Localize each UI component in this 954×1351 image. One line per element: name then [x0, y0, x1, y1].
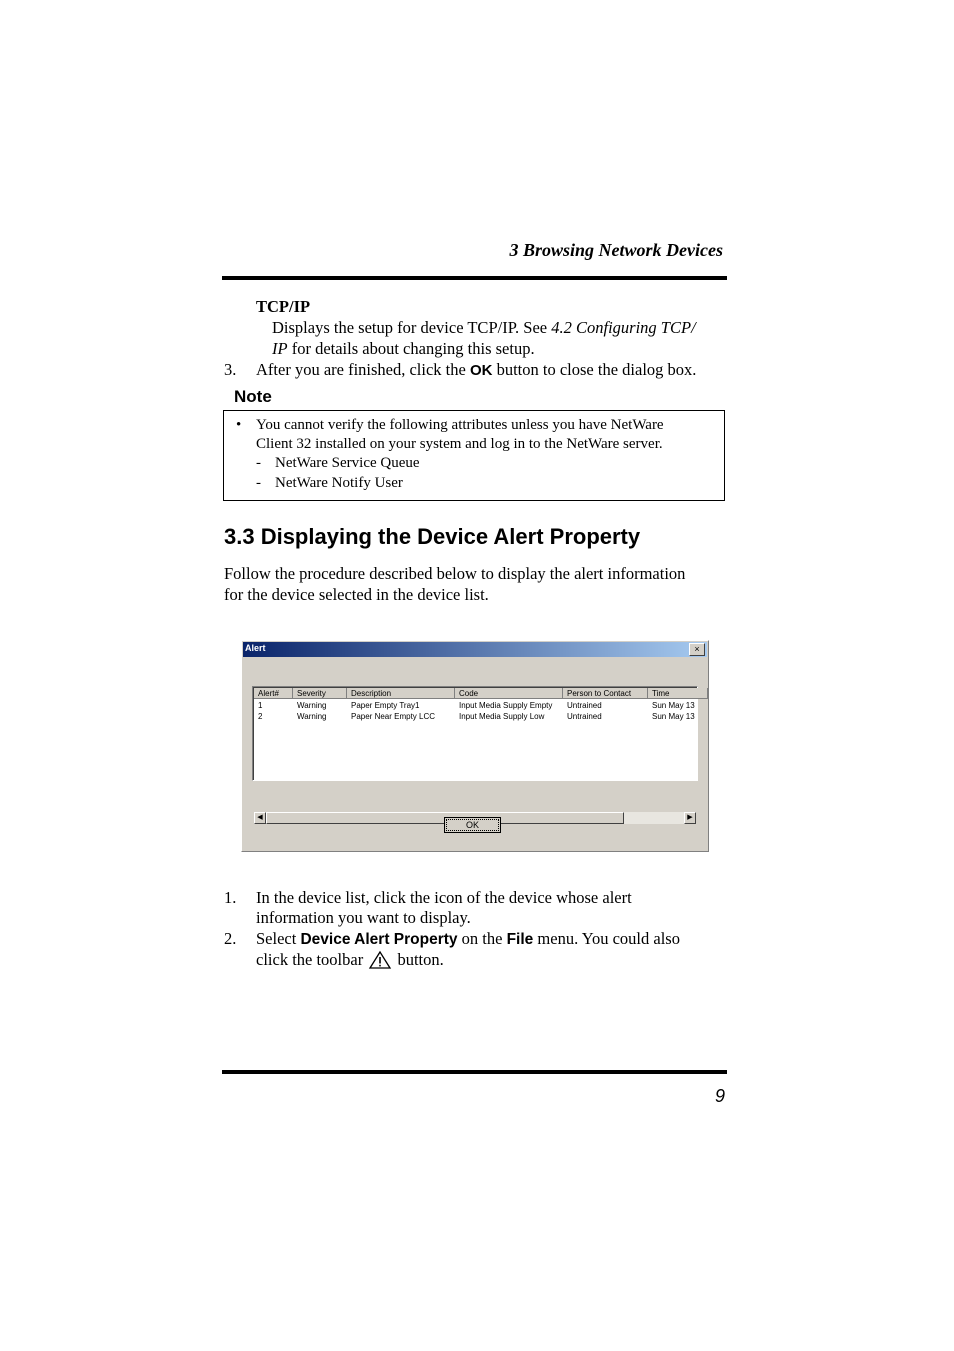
column-header-alert-number[interactable]: Alert#: [254, 688, 293, 699]
running-header: 3 Browsing Network Devices: [509, 240, 723, 260]
step1-number: 1.: [224, 888, 237, 907]
step3-number: 3.: [224, 360, 237, 379]
tcpip-xref-link-cont[interactable]: IP: [272, 339, 288, 358]
note-item: NetWare Service Queue: [275, 455, 420, 471]
alert-dialog: [241, 640, 709, 852]
tcpip-heading: TCP/IP: [256, 297, 311, 316]
section-intro-line1: Follow the procedure described below to display the alert information: [224, 564, 686, 583]
step2-line2: [256, 949, 444, 970]
cell-alert-number: 2: [258, 712, 263, 721]
step2-text: click the toolbar: [256, 950, 368, 969]
column-header-description[interactable]: Description: [347, 688, 455, 699]
cell-severity: Warning: [297, 712, 327, 721]
cell-description: Paper Near Empty LCC: [351, 712, 436, 721]
ok-button[interactable]: [444, 817, 501, 833]
warning-triangle-icon: [369, 951, 391, 969]
chevron-left-icon: ◀: [257, 814, 263, 821]
step3-ok-label: OK: [469, 362, 493, 379]
page-number: 9: [714, 1086, 725, 1106]
tcpip-line2-text: for details about changing this setup.: [287, 339, 535, 358]
column-header-time[interactable]: Time: [648, 688, 708, 699]
section-intro-line2: for the device selected in the device list.: [224, 585, 489, 604]
close-icon: ×: [694, 644, 700, 654]
tcpip-line2: [272, 338, 535, 359]
step2-menu: File: [506, 931, 534, 948]
cell-code: Input Media Supply Low: [459, 712, 545, 721]
step3-text: [256, 359, 696, 381]
scroll-right-button[interactable]: [684, 812, 696, 824]
note-line1: You cannot verify the following attributes unless you have NetWare: [256, 417, 664, 433]
step2-text: menu. You could also: [533, 929, 680, 948]
step2-text: button.: [393, 950, 444, 969]
alert-list[interactable]: [252, 686, 698, 821]
table-row[interactable]: [253, 700, 697, 711]
cell-time: Sun May 13: [652, 701, 695, 710]
tcpip-xref-link[interactable]: 4.2 Configuring TCP/: [551, 318, 696, 337]
cell-person-to-contact: Untrained: [567, 701, 602, 710]
tcpip-line1-text: Displays the setup for device TCP/IP. See: [272, 318, 552, 337]
step2-line1: [256, 928, 680, 950]
note-dash: -: [256, 475, 261, 491]
scroll-left-button[interactable]: [254, 812, 266, 824]
header-rule: [222, 276, 727, 280]
table-row[interactable]: [253, 711, 697, 722]
step2-text: Select: [256, 929, 301, 948]
column-header-person-to-contact[interactable]: Person to Contact: [563, 688, 648, 699]
column-header-severity[interactable]: Severity: [293, 688, 347, 699]
step1-line2: information you want to display.: [256, 908, 471, 927]
cell-severity: Warning: [297, 701, 327, 710]
note-bullet: •: [236, 417, 242, 433]
cell-code: Input Media Supply Empty: [459, 701, 553, 710]
note-dash: -: [256, 455, 261, 471]
cell-person-to-contact: Untrained: [567, 712, 602, 721]
note-line2: Client 32 installed on your system and log in to the NetWare server.: [256, 436, 663, 452]
note-item: NetWare Notify User: [275, 475, 403, 491]
tcpip-line1: [272, 317, 696, 338]
dialog-titlebar[interactable]: [243, 642, 707, 657]
column-header-code[interactable]: Code: [455, 688, 563, 699]
step1-line1: In the device list, click the icon of the device whose alert: [256, 888, 632, 907]
close-button[interactable]: [689, 643, 705, 656]
ok-button-label: OK: [446, 819, 499, 831]
chevron-right-icon: ▶: [687, 814, 693, 821]
step3-text-before: After you are finished, click the: [256, 360, 470, 379]
step2-text: on the: [457, 929, 507, 948]
cell-description: Paper Empty Tray1: [351, 701, 420, 710]
cell-alert-number: 1: [258, 701, 263, 710]
footer-rule: [222, 1070, 727, 1074]
step3-text-after: button to close the dialog box.: [492, 360, 697, 379]
cell-time: Sun May 13: [652, 712, 695, 721]
step2-number: 2.: [224, 929, 237, 948]
dialog-title: Alert: [245, 643, 266, 653]
step2-menu-item: Device Alert Property: [300, 931, 458, 948]
section-heading: 3.3 Displaying the Device Alert Property: [224, 524, 641, 549]
note-label: Note: [234, 387, 272, 406]
